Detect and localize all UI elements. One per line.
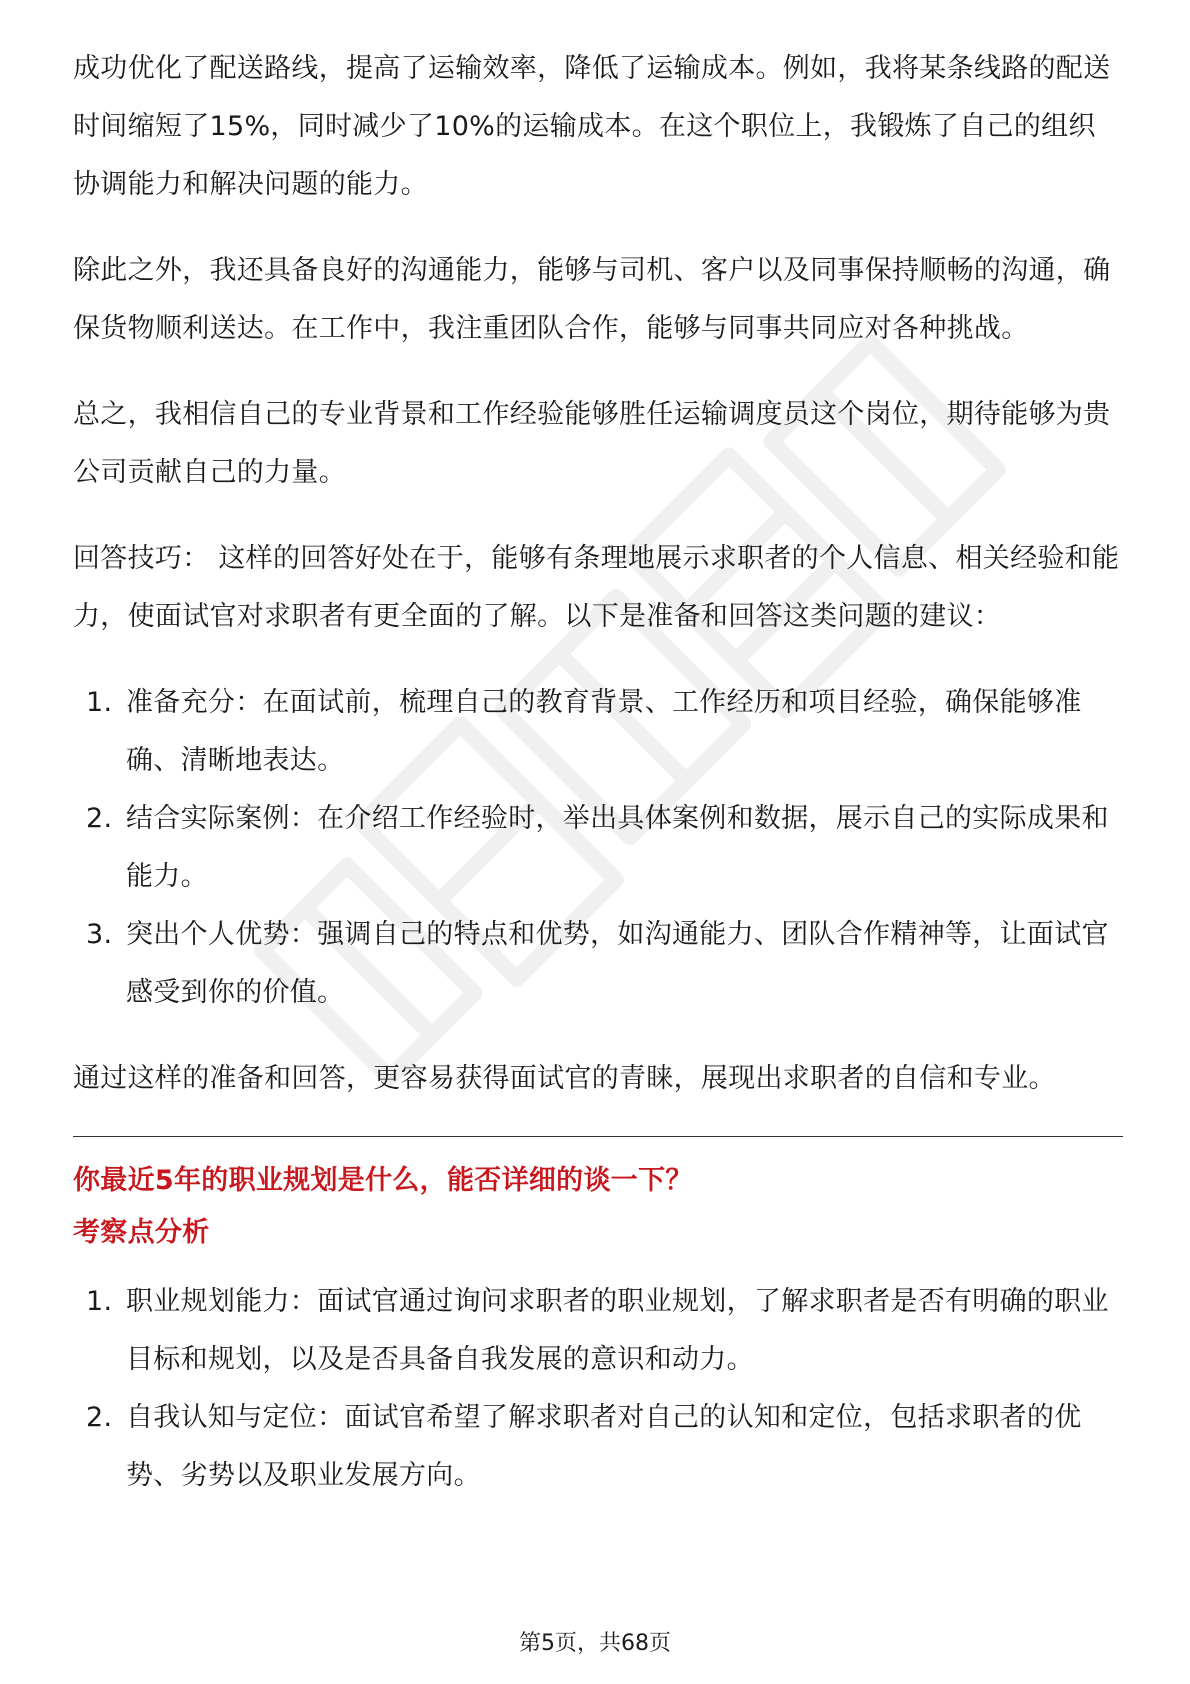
section-divider	[73, 1136, 1123, 1137]
list-item	[73, 1273, 1123, 1389]
list-number: 2.	[86, 803, 113, 834]
analysis-list	[73, 1273, 1123, 1505]
list-number: 1.	[86, 687, 113, 718]
list-item	[73, 674, 1123, 790]
list-text: 结合实际案例：在介绍工作经验时，举出具体案例和数据，展示自己的实际成果和能力。	[126, 803, 1109, 892]
intro-paragraph-2: 除此之外，我还具备良好的沟通能力，能够与司机、客户以及同事保持顺畅的沟通，确保货物顺利送达。在工作中，我注重团队合作，能够与同事共同应对各种挑战。	[73, 255, 1111, 344]
list-number: 2.	[86, 1402, 113, 1433]
closing-paragraph: 通过这样的准备和回答，更容易获得面试官的青睐，展现出求职者的自信和专业。	[73, 1063, 1056, 1094]
list-text: 职业规划能力：面试官通过询问求职者的职业规划，了解求职者是否有明确的职业目标和规划，以及是否具备自我发展的意识和动力。	[126, 1286, 1109, 1375]
list-text: 自我认知与定位：面试官希望了解求职者对自己的认知和定位，包括求职者的优势、劣势以及职业发展方向。	[126, 1402, 1082, 1491]
intro-paragraph-3: 总之，我相信自己的专业背景和工作经验能够胜任运输调度员这个岗位，期待能够为贵公司贡献自己的力量。	[73, 399, 1111, 488]
list-number: 1.	[86, 1286, 113, 1317]
question-title: 你最近5年的职业规划是什么，能否详细的谈一下？	[73, 1165, 693, 1196]
document-page	[73, 40, 1123, 1533]
tips-list	[73, 674, 1123, 1022]
answer-tips-paragraph: 回答技巧： 这样的回答好处在于，能够有条理地展示求职者的个人信息、相关经验和能力，使面试官对求职者有更全面的了解。以下是准备和回答这类问题的建议：	[73, 543, 1120, 632]
list-item	[73, 1389, 1123, 1505]
list-text: 准备充分：在面试前，梳理自己的教育背景、工作经历和项目经验，确保能够准确、清晰地表达。	[126, 687, 1082, 776]
list-item	[73, 906, 1123, 1022]
analysis-heading: 考察点分析	[73, 1217, 210, 1248]
list-text: 突出个人优势：强调自己的特点和优势，如沟通能力、团队合作精神等，让面试官感受到你的价值。	[126, 919, 1109, 1008]
list-item	[73, 790, 1123, 906]
page-footer: 第5页，共68页	[519, 1631, 671, 1656]
intro-paragraph-1: 成功优化了配送路线，提高了运输效率，降低了运输成本。例如，我将某条线路的配送时间缩短了15%，同时减少了10%的运输成本。在这个职位上，我锻炼了自己的组织协调能力和解决问题的能力。	[73, 53, 1111, 200]
list-number: 3.	[86, 919, 113, 950]
